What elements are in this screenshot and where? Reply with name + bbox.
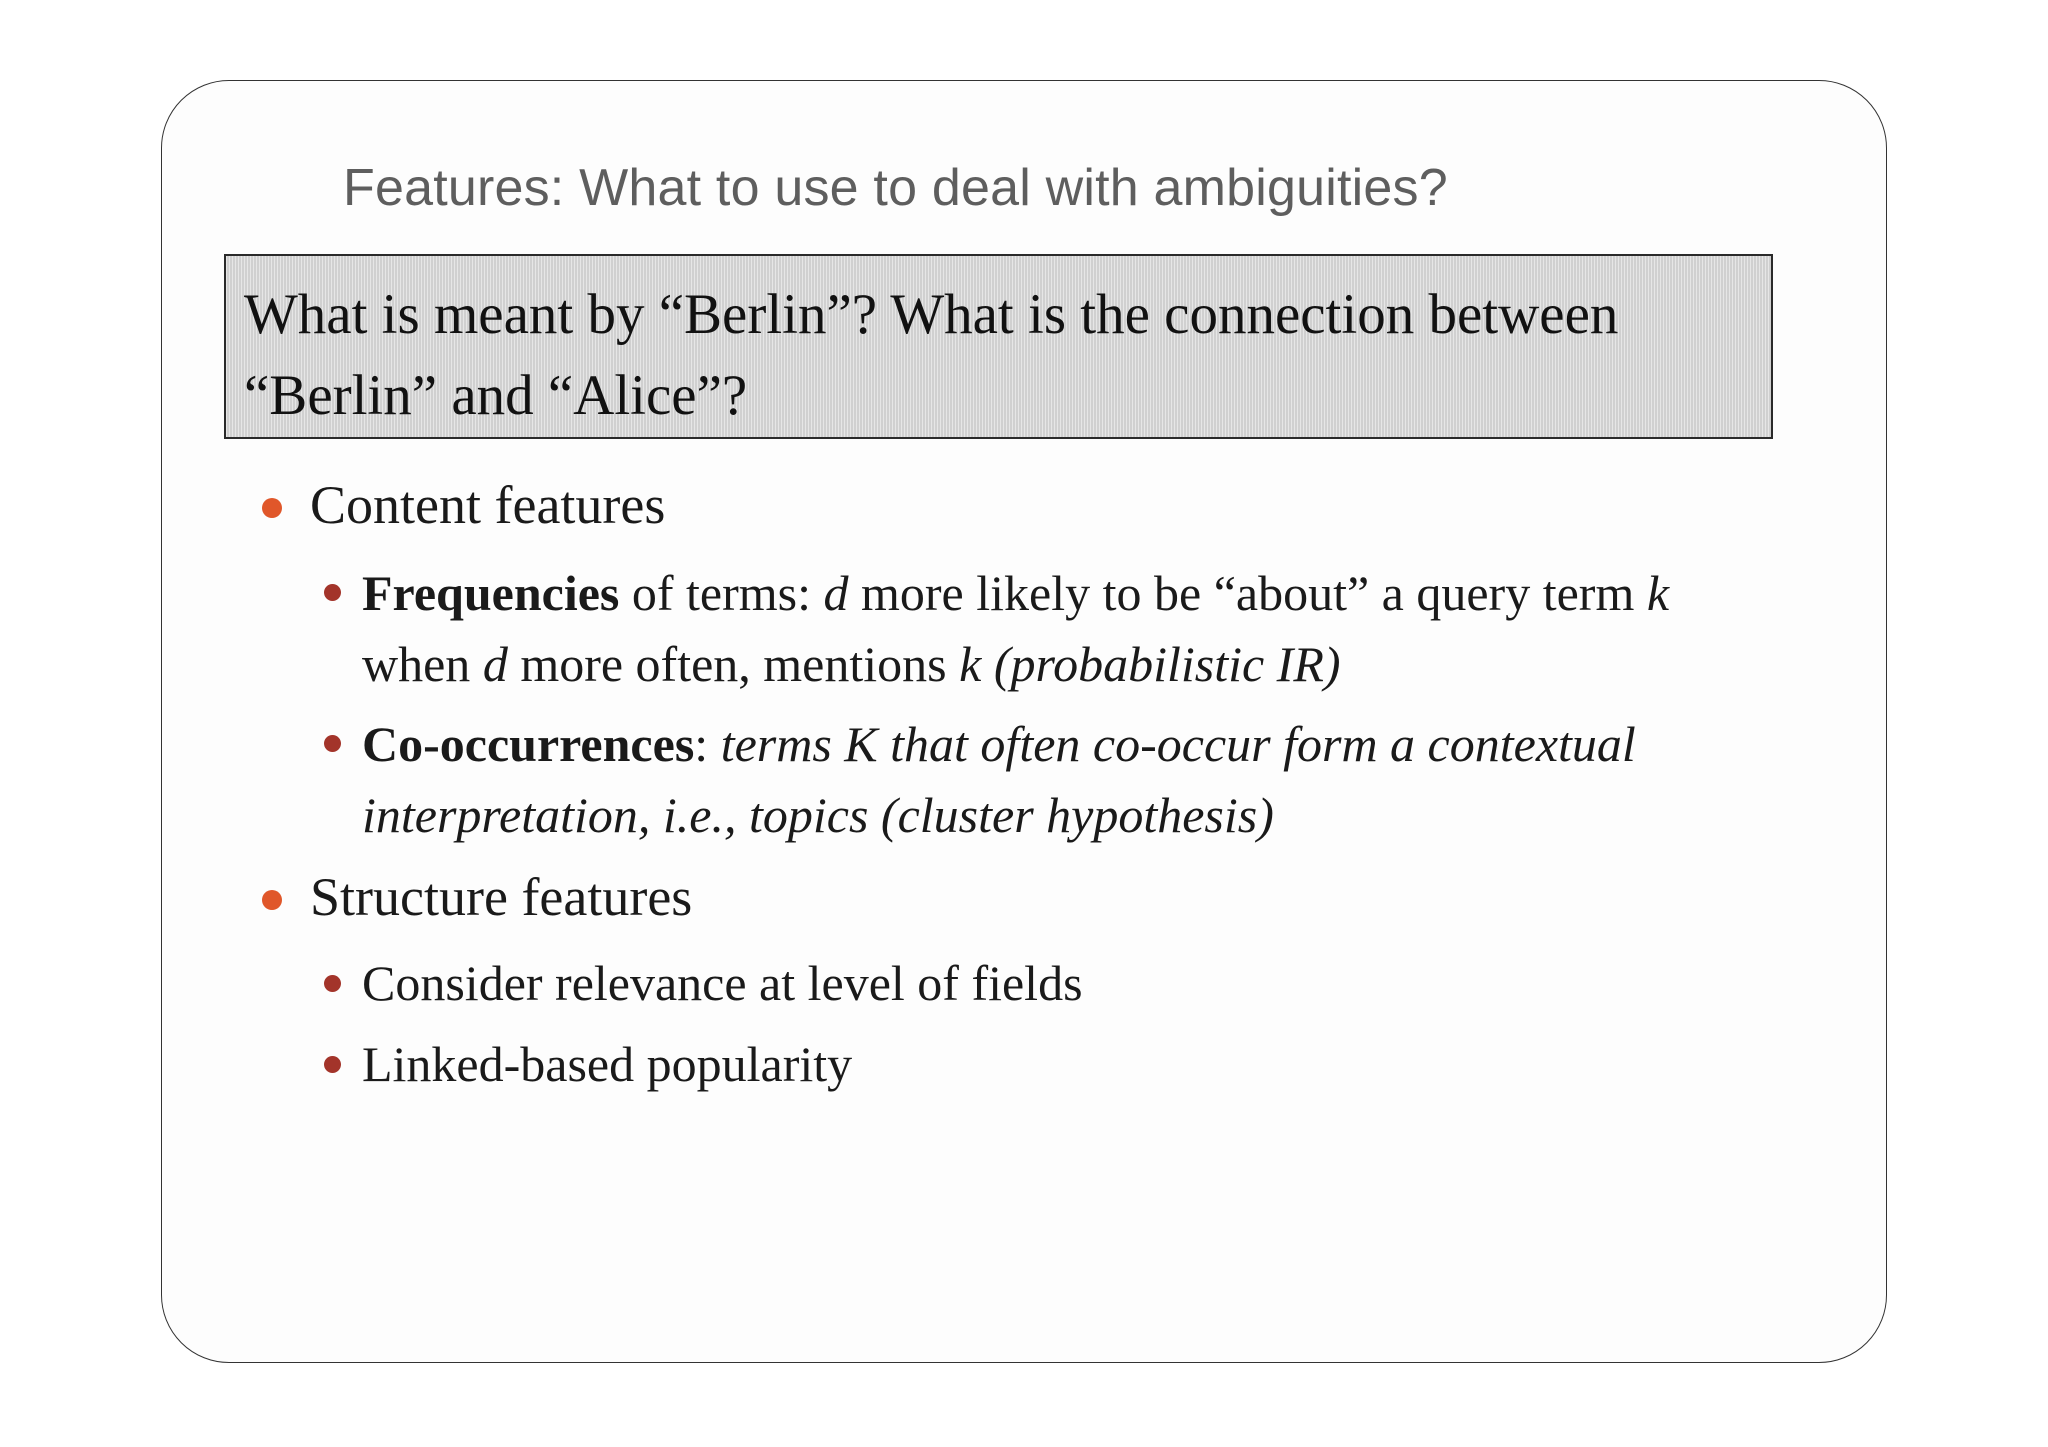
- question-box: [224, 254, 1773, 439]
- bullet-structure-features: Structure features: [310, 867, 693, 927]
- co-occurrences-line-2: interpretation, i.e., topics (cluster hypothesis): [362, 787, 1274, 843]
- co-occurrences-line-1: [362, 709, 1782, 780]
- variable-d: d: [823, 565, 849, 621]
- variable-d: d: [482, 636, 508, 692]
- sub-bullet-relevance-fields: Consider relevance at level of fields: [362, 955, 1083, 1011]
- bullet-dot-icon: [262, 498, 282, 518]
- text-span: of terms:: [619, 565, 824, 621]
- sub-bullet-link-popularity: Linked-based popularity: [362, 1036, 853, 1092]
- question-line-2: “Berlin” and “Alice”?: [244, 364, 748, 427]
- sub-bullet-co-occurrences: [362, 709, 1782, 851]
- text-span: when: [362, 636, 483, 692]
- co-occurrences-description: terms K that often co-occur form a contextual: [720, 716, 1636, 772]
- frequencies-line-2: [362, 629, 1782, 700]
- bullet-dot-icon: [262, 890, 282, 910]
- frequencies-term: Frequencies: [362, 565, 620, 621]
- sub-bullet-dot-icon: [324, 1056, 341, 1073]
- bullet-content-features: Content features: [310, 475, 666, 535]
- sub-bullet-dot-icon: [324, 735, 341, 752]
- co-occurrences-term: Co-occurrences: [362, 716, 695, 772]
- variable-k: k: [959, 636, 982, 692]
- text-span: :: [694, 716, 721, 772]
- frequencies-line-1: [362, 558, 1782, 629]
- sub-bullet-frequencies: [362, 558, 1782, 700]
- text-span: more likely to be “about” a query term: [848, 565, 1647, 621]
- sub-bullet-dot-icon: [324, 584, 341, 601]
- probabilistic-ir-note: (probabilistic IR): [981, 636, 1341, 692]
- text-span: more often, mentions: [507, 636, 960, 692]
- sub-bullet-dot-icon: [324, 975, 341, 992]
- variable-k: k: [1646, 565, 1670, 621]
- question-line-1: What is meant by “Berlin”? What is the connection between: [244, 283, 1619, 346]
- slide-title: Features: What to use to deal with ambiguities?: [343, 159, 1448, 217]
